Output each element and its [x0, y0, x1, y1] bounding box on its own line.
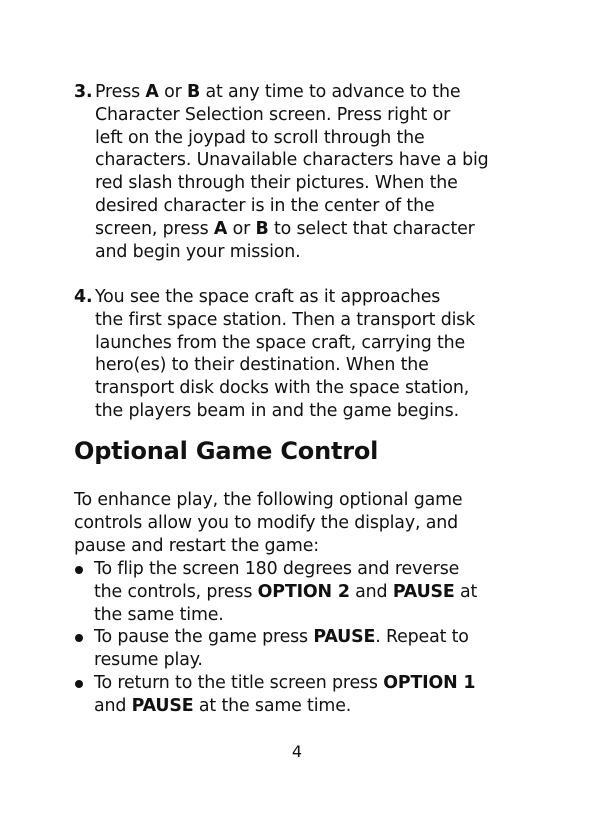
bullet-icon: [75, 634, 83, 642]
step-3-line-8: and begin your mission.: [95, 241, 301, 262]
list-item-title-screen: To return to the title screen press OPTION 1 and PAUSE at the same time.: [74, 672, 544, 718]
bullet-icon: [75, 680, 83, 688]
control-list: [74, 558, 544, 718]
step-3-line-7: screen, press A or B to select that character: [95, 218, 475, 239]
page-number: 4: [291, 742, 303, 761]
step-3-line-1: 3. Press A or B at any time to advance to the: [74, 82, 461, 102]
step-4-line-3: launches from the space craft, carrying the: [95, 332, 466, 353]
step-4: [74, 286, 534, 423]
step-4-line-4: hero(es) to their destination. When the: [95, 355, 429, 376]
intro-line-1: To enhance play, the following optional game: [74, 490, 463, 510]
bullet-icon: [75, 566, 83, 574]
step-4-number: 4.: [74, 287, 93, 307]
step-3: [74, 81, 534, 263]
step-3-line-5: red slash through their pictures. When the: [95, 173, 458, 194]
step-4-line-2: the first space station. Then a transport disk: [95, 309, 476, 330]
list-item-pause: To pause the game press PAUSE. Repeat to resume play.: [74, 626, 544, 672]
step-3-number: 3.: [74, 82, 93, 102]
step-4-line-1: 4. You see the space craft as it approaches: [74, 287, 441, 307]
step-3-line-2: Character Selection screen. Press right or: [95, 104, 451, 125]
step-4-line-5: transport disk docks with the space station,: [95, 378, 470, 399]
step-3-line-3: left on the joypad to scroll through the: [95, 127, 425, 148]
list-item-flip-screen: To flip the screen 180 degrees and reverse the controls, press OPTION 2 and PAUSE at the same time.: [74, 558, 544, 626]
intro-line-2: controls allow you to modify the display, and: [74, 512, 458, 533]
section-heading: Optional Game Control: [74, 437, 379, 465]
section-intro: [74, 489, 544, 557]
intro-line-3: pause and restart the game:: [74, 535, 319, 556]
step-3-line-4: characters. Unavailable characters have a big: [95, 150, 489, 171]
step-3-line-6: desired character is in the center of the: [95, 195, 435, 216]
step-4-line-6: the players beam in and the game begins.: [95, 400, 459, 421]
